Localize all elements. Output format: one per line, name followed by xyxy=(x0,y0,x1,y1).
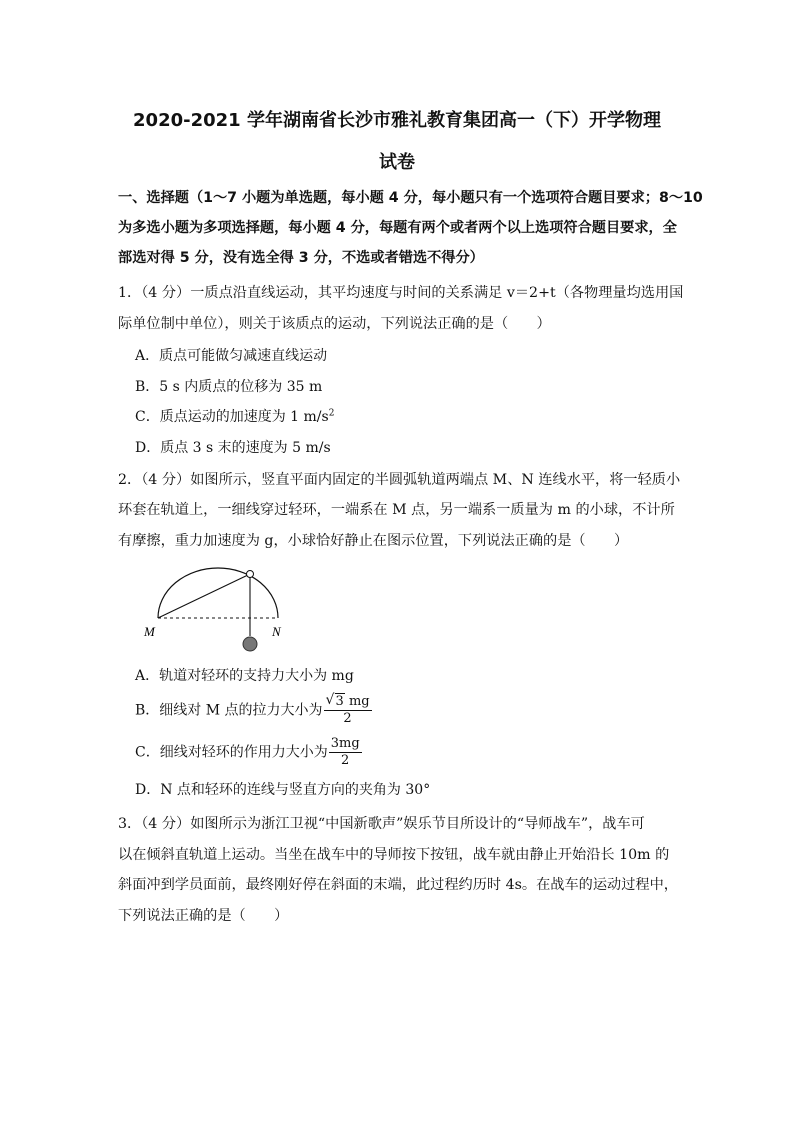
q3-stem-1: 3．（4 分）如图所示为浙江卫视“中国新歌声”娱乐节目所设计的“导师战车”，战车可 xyxy=(118,816,645,832)
fraction-denominator: 2 xyxy=(343,711,352,726)
q2-option-b-fraction xyxy=(324,694,372,727)
q1-option-b: B．5 s 内质点的位移为 35 m xyxy=(135,379,323,395)
q1-option-c-exponent: 2 xyxy=(328,408,335,419)
light-ring xyxy=(247,571,254,578)
fraction-numerator: 3mg xyxy=(330,736,360,751)
semicircle-arc xyxy=(158,568,278,618)
q3-stem-2: 以在倾斜直轨道上运动。当坐在战车中的导师按下按钮，战车就由静止开始沿长 10m 的 xyxy=(118,847,670,863)
q1-stem-1: 1．（4 分）一质点沿直线运动，其平均速度与时间的关系满足 v＝2+t（各物理量均选用国 xyxy=(118,285,684,301)
page-title: 2020-2021 学年湖南省长沙市雅礼教育集团高一（下）开学物理 xyxy=(133,110,661,131)
semicircle-track-figure xyxy=(140,560,300,660)
q2-stem-3: 有摩擦，重力加速度为 g，小球恰好静止在图示位置，下列说法正确的是（ ） xyxy=(118,533,629,549)
q1-stem-2: 际单位制中单位），则关于该质点的运动，下列说法正确的是（ ） xyxy=(118,316,551,332)
numerator-unit: mg xyxy=(344,694,370,709)
q2-option-a: A．轨道对轻环的支持力大小为 mg xyxy=(135,668,354,684)
q2-stem-2: 环套在轨道上，一细线穿过轻环，一端系在 M 点，另一端系一质量为 m 的小球，不计所 xyxy=(118,502,675,518)
q1-option-d: D．质点 3 s 末的速度为 5 m/s xyxy=(135,440,331,456)
label-n: N xyxy=(272,624,281,639)
string-to-m xyxy=(158,574,250,618)
small-ball xyxy=(243,637,257,651)
q2-stem-1: 2．（4 分）如图所示，竖直平面内固定的半圆弧轨道两端点 M、N 连线水平，将一轻质小 xyxy=(118,472,681,488)
fraction-numerator xyxy=(324,694,372,711)
q1-option-a: A．质点可能做匀减速直线运动 xyxy=(135,348,328,364)
section-heading-3: 部选对得 5 分，没有选全得 3 分，不选或者错选不得分） xyxy=(118,250,484,266)
page-title-cont: 试卷 xyxy=(379,152,415,173)
sqrt-sign xyxy=(326,694,345,710)
q1-option-c xyxy=(135,406,334,426)
q2-option-c xyxy=(135,736,362,769)
q3-stem-4: 下列说法正确的是（ ） xyxy=(118,908,289,924)
radicand: 3 xyxy=(335,694,344,709)
radical-symbol: √ xyxy=(325,692,335,708)
q2-option-c-text: C．细线对轻环的作用力大小为 xyxy=(135,744,328,761)
q2-option-b-text: B．细线对 M 点的拉力大小为 xyxy=(135,702,323,719)
q2-option-c-fraction xyxy=(329,736,362,769)
fraction-denominator: 2 xyxy=(341,753,350,768)
q3-stem-3: 斜面冲到学员面前，最终刚好停在斜面的末端，此过程约历时 4s。在战车的运动过程中， xyxy=(118,877,678,893)
q2-option-b xyxy=(135,694,372,727)
section-heading-1: 一、选择题（1～7 小题为单选题，每小题 4 分，每小题只有一个选项符合题目要求；8～10 xyxy=(118,190,703,206)
section-heading-2: 为多选小题为多项选择题，每小题 4 分，每题有两个或者两个以上选项符合题目要求，全 xyxy=(118,220,677,236)
q1-option-c-text: C．质点运动的加速度为 1 m/s xyxy=(135,409,329,425)
label-m: M xyxy=(144,624,155,639)
q2-option-d: D．N 点和轻环的连线与竖直方向的夹角为 30° xyxy=(135,782,431,798)
